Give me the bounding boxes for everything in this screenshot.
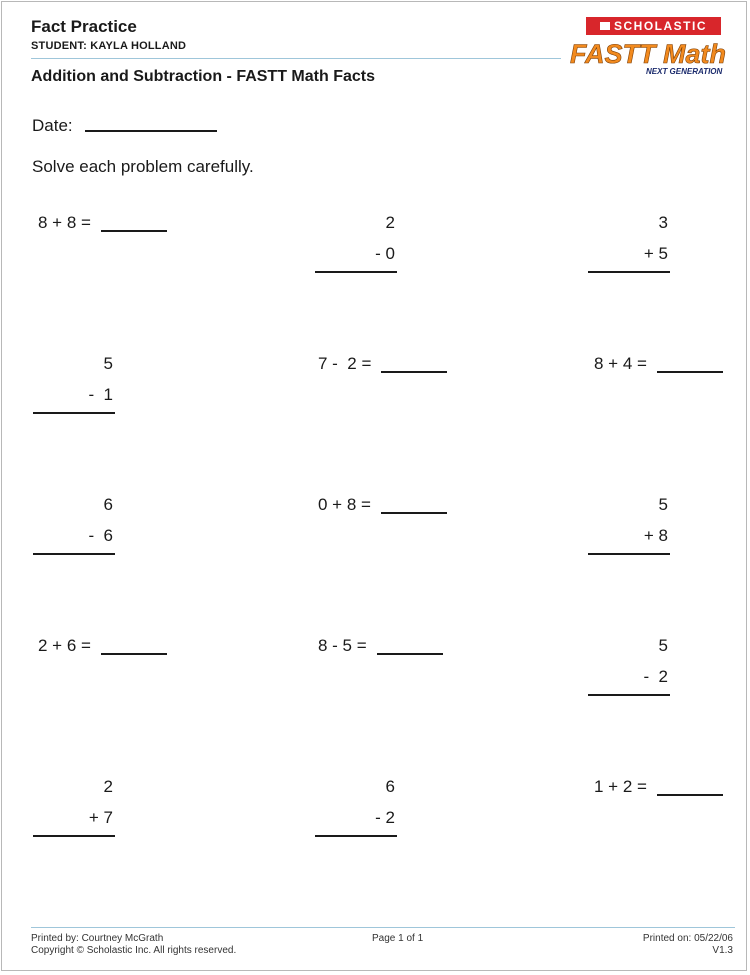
answer-blank[interactable] — [377, 653, 443, 655]
answer-line[interactable] — [588, 271, 670, 273]
problem-expression: 8 + 8 = — [38, 213, 91, 232]
problem-bottom-number: - 6 — [88, 526, 113, 545]
problem-top-number: 5 — [103, 354, 113, 373]
problem-bottom-number: + 7 — [88, 808, 113, 827]
problem-bottom-number: - 2 — [375, 808, 395, 827]
header-divider — [31, 58, 561, 59]
problem-11 — [318, 636, 443, 656]
problem-top-number: 5 — [658, 636, 668, 655]
date-label: Date: — [32, 116, 73, 135]
answer-line[interactable] — [33, 553, 115, 555]
problem-12 — [588, 636, 670, 696]
product-name: FASTT Math — [570, 39, 726, 69]
problem-top-number: 5 — [658, 495, 668, 514]
book-icon — [600, 22, 610, 30]
problem-5 — [318, 354, 447, 374]
product-tagline: NEXT GENERATION — [646, 67, 723, 76]
answer-line[interactable] — [315, 271, 397, 273]
version-label: V1.3 — [712, 945, 733, 956]
fastt-math-logo — [568, 36, 738, 76]
answer-line[interactable] — [588, 553, 670, 555]
answer-blank[interactable] — [657, 794, 723, 796]
problem-top-number: 2 — [385, 213, 395, 232]
problem-expression: 0 + 8 = — [318, 495, 371, 514]
problem-bottom-number: + 5 — [643, 244, 668, 263]
page-title: Fact Practice — [31, 17, 137, 36]
student-name: STUDENT: KAYLA HOLLAND — [31, 40, 187, 52]
problem-1 — [38, 213, 167, 233]
answer-line[interactable] — [33, 835, 115, 837]
problem-13 — [33, 777, 115, 837]
problem-expression: 2 + 6 = — [38, 636, 91, 655]
problem-expression: 8 - 5 = — [318, 636, 367, 655]
answer-blank[interactable] — [657, 371, 723, 373]
answer-blank[interactable] — [101, 230, 167, 232]
answer-blank[interactable] — [101, 653, 167, 655]
printed-on-date: Printed on: 05/22/06 — [642, 933, 733, 944]
problem-expression: 7 - 2 = — [318, 354, 372, 373]
problem-2 — [315, 213, 397, 273]
instructions: Solve each problem carefully. — [32, 157, 254, 176]
problem-top-number: 2 — [103, 777, 113, 796]
problem-bottom-number: - 2 — [643, 667, 668, 686]
problem-7 — [33, 495, 115, 555]
problem-9 — [588, 495, 670, 555]
answer-line[interactable] — [588, 694, 670, 696]
date-field[interactable] — [85, 130, 217, 132]
page-number: Page 1 of 1 — [372, 933, 424, 944]
problem-top-number: 6 — [385, 777, 395, 796]
problem-8 — [318, 495, 447, 515]
worksheet-subtitle: Addition and Subtraction - FASTT Math Facts — [31, 68, 375, 85]
problem-3 — [588, 213, 670, 273]
publisher-name: SCHOLASTIC — [614, 19, 707, 33]
scholastic-logo — [586, 17, 721, 35]
problem-10 — [38, 636, 167, 656]
footer-divider — [31, 927, 735, 928]
problem-top-number: 3 — [658, 213, 668, 232]
problem-4 — [33, 354, 115, 414]
problem-expression: 1 + 2 = — [594, 777, 647, 796]
answer-blank[interactable] — [381, 371, 447, 373]
worksheet-page — [1, 1, 747, 971]
problem-6 — [594, 354, 723, 374]
problem-expression: 8 + 4 = — [594, 354, 647, 373]
problem-14 — [315, 777, 397, 837]
answer-blank[interactable] — [381, 512, 447, 514]
answer-line[interactable] — [315, 835, 397, 837]
problem-top-number: 6 — [103, 495, 113, 514]
problem-bottom-number: + 8 — [643, 526, 668, 545]
answer-line[interactable] — [33, 412, 115, 414]
problem-bottom-number: - 0 — [375, 244, 395, 263]
problem-15 — [594, 777, 723, 797]
copyright-notice: Copyright © Scholastic Inc. All rights reserved. — [31, 945, 237, 956]
problem-bottom-number: - 1 — [88, 385, 113, 404]
printed-by: Printed by: Courtney McGrath — [31, 933, 164, 944]
